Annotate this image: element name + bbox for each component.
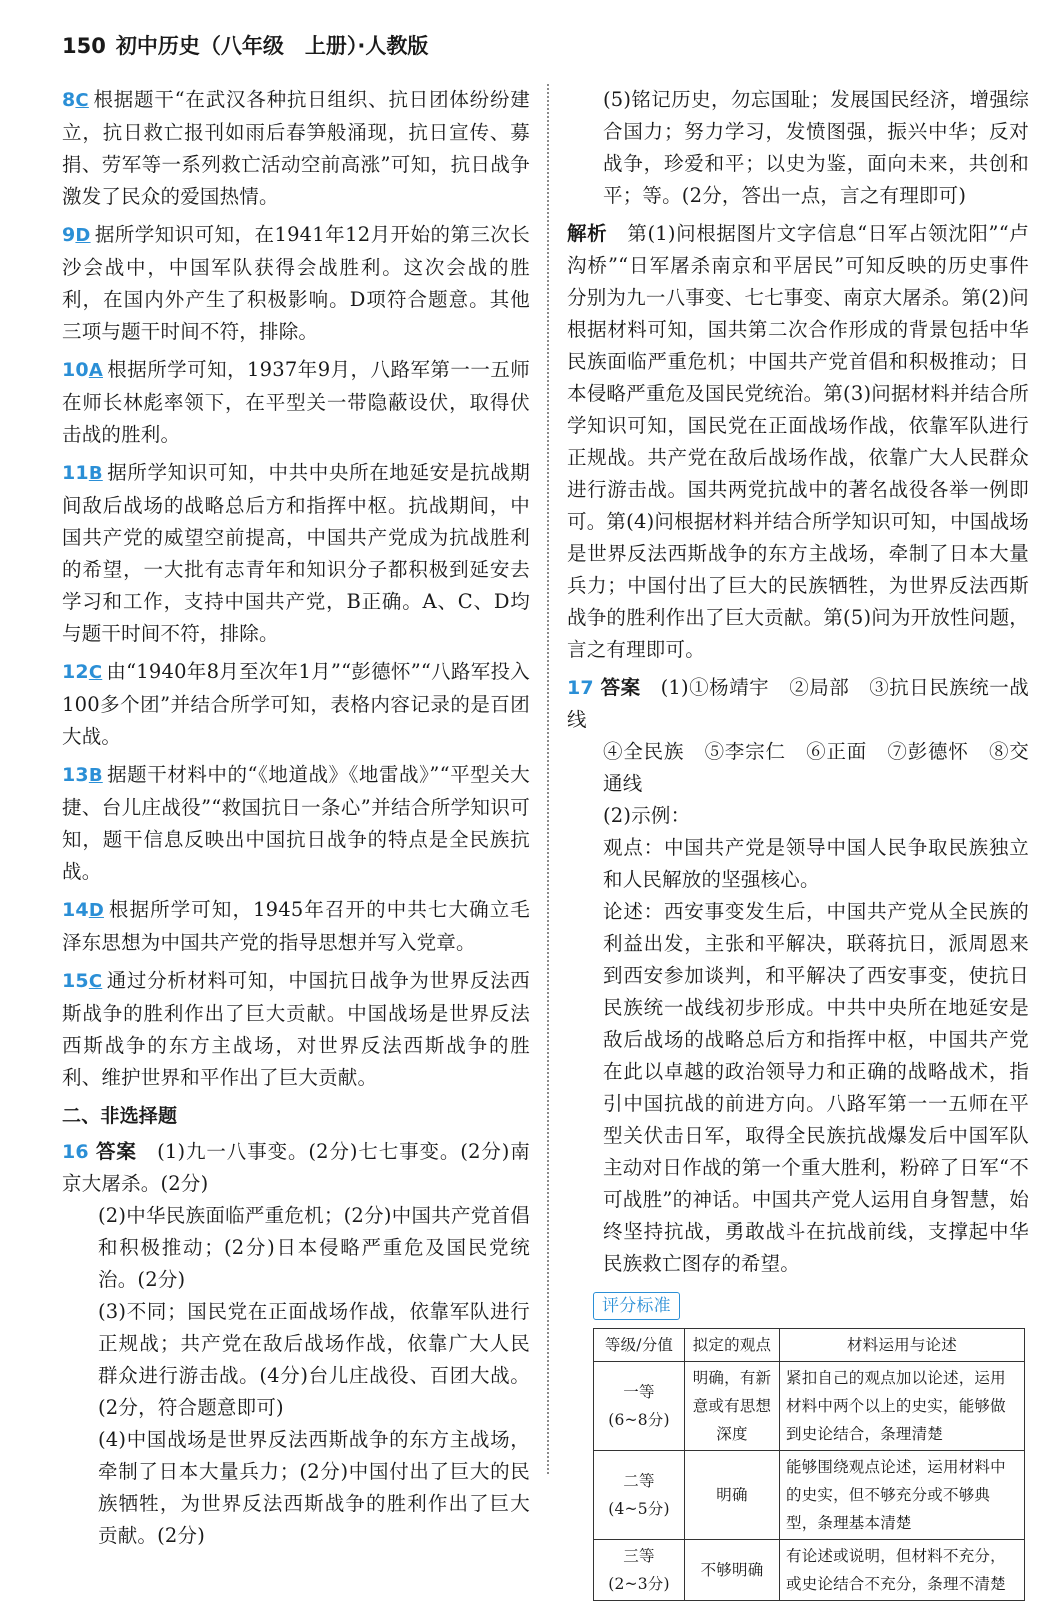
question-number: 15 bbox=[62, 970, 89, 992]
answer-item bbox=[62, 457, 530, 650]
question-number: 11 bbox=[62, 462, 89, 484]
question-number: 14 bbox=[62, 899, 89, 921]
question-number: 13 bbox=[62, 764, 89, 786]
answer-part-1: (1)九一八事变。(2分)七七事变。(2分)南京大屠杀。(2分) bbox=[62, 1140, 530, 1195]
question-number: 17 bbox=[567, 677, 594, 699]
rubric-material: 有论述或说明，但材料不充分，或史论结合不充分，条理不清楚 bbox=[780, 1540, 1025, 1601]
answer-part-4: (4)中国战场是世界反法西斯战争的东方主战场，牵制了日本大量兵力；(2分)中国付出了巨大的民族牺牲，为世界反法西斯战争的胜利作出了巨大贡献。(2分) bbox=[98, 1428, 530, 1547]
analysis-text: 第(1)问根据图片文字信息“日军占领沈阳”“卢沟桥”“日军屠杀南京和平居民”可知反映的历史事件分别为九一八事变、七七事变、南京大屠杀。第(2)问根据材料可知，国共第二次合作形成的背景包括中华民族面临严重危机；中国共产党首倡和积极推动；日本侵略严重危及国民党统治。第(3)问据材料并结合所学知识可知，国民党在正面战场作战，依靠军队进行正规战。共产党在敌后战场作战，依靠广大人民群众进行游击战。国共两党抗战中的著名战役各举一例即可。第(4)问根据材料并结合所学知识可知，中国战场是世界反法西斯战争的东方主战场，牵制了日本大量兵力；中国付出了巨大的民族牺牲，为世界反法西斯战争的胜利作出了巨大贡献。第(5)问为开放性问题，言之有理即可。 bbox=[567, 222, 1029, 661]
answer-part-3: (3)不同；国民党在正面战场作战，依靠军队进行正规战；共产党在敌后战场作战，依靠广大人民群众进行游击战。(4分)台儿庄战役、百团大战。(2分，符合题意即可) bbox=[98, 1300, 530, 1419]
left-column bbox=[62, 84, 530, 1558]
answer-item bbox=[62, 656, 530, 753]
rubric-grade: 二等 (4~5分) bbox=[594, 1451, 685, 1540]
rubric-view: 不够明确 bbox=[685, 1540, 780, 1601]
explanation-text: 根据所学可知，1937年9月，八路军第一一五师在师长林彪率领下，在平型关一带隐蔽设伏，取得伏击战的胜利。 bbox=[62, 358, 530, 446]
rubric-grade: 一等 (6~8分) bbox=[594, 1362, 685, 1451]
rubric-grade: 三等 (2~3分) bbox=[594, 1540, 685, 1601]
answer-choice: C bbox=[88, 971, 103, 992]
answer-item bbox=[62, 84, 530, 213]
answer-choice: C bbox=[88, 662, 103, 683]
answer-choice: D bbox=[75, 225, 91, 246]
answer-item bbox=[62, 894, 530, 959]
rubric-header-row bbox=[594, 1329, 1025, 1362]
answer-label: 答案 bbox=[95, 1140, 137, 1163]
answer-part-5: (5)铭记历史，勿忘国耻；发展国民经济，增强综合国力；努力学习，发愤图强，振兴中华；反对战争，珍爱和平；以史为鉴，面向未来，共创和平；等。(2分，答出一点，言之有理即可) bbox=[603, 88, 1029, 207]
answer-choice: A bbox=[88, 360, 103, 381]
rubric-material: 紧扣自己的观点加以论述，运用材料中两个以上的史实，能够做到史论结合，条理清楚 bbox=[780, 1362, 1025, 1451]
rubric-view: 明确 bbox=[685, 1451, 780, 1540]
section-heading: 二、非选择题 bbox=[62, 1105, 178, 1127]
rubric-tag: 评分标准 bbox=[593, 1292, 680, 1320]
rubric-material: 能够围绕观点论述，运用材料中的史实，但不够充分或不够典型，条理基本清楚 bbox=[780, 1451, 1025, 1540]
page-number: 150 bbox=[62, 34, 106, 58]
answer-choice: B bbox=[88, 765, 103, 786]
question-number: 12 bbox=[62, 661, 89, 683]
column-divider bbox=[547, 84, 549, 1474]
analysis-label: 解析 bbox=[567, 222, 608, 245]
rubric-header: 等级/分值 bbox=[594, 1329, 685, 1362]
question-number: 8 bbox=[62, 89, 76, 111]
question-number: 16 bbox=[62, 1141, 89, 1163]
answer-label: 答案 bbox=[600, 676, 641, 699]
answer-view: 观点：中国共产党是领导中国人民争取民族独立和人民解放的坚强核心。 bbox=[603, 836, 1029, 891]
explanation-text: 根据所学可知，1945年召开的中共七大确立毛泽东思想为中国共产党的指导思想并写入党章。 bbox=[62, 898, 530, 954]
rubric-row bbox=[594, 1540, 1025, 1601]
answer-item-16 bbox=[62, 1136, 530, 1552]
answer-item bbox=[62, 759, 530, 888]
rubric-table bbox=[593, 1328, 1025, 1601]
answer-item bbox=[62, 965, 530, 1094]
answer-part-2: (2)中华民族面临严重危机；(2分)中国共产党首倡和积极推动；(2分)日本侵略严重危及国民党统治。(2分) bbox=[98, 1204, 530, 1291]
explanation-text: 由“1940年8月至次年1月”“彭德怀”“八路军投入100多个团”并结合所学可知，表格内容记录的是百团大战。 bbox=[62, 660, 530, 748]
right-column bbox=[567, 84, 1029, 1601]
question-number: 9 bbox=[62, 224, 76, 246]
rubric-header: 拟定的观点 bbox=[685, 1329, 780, 1362]
answer-line-3: (2)示例： bbox=[603, 804, 691, 827]
rubric-row bbox=[594, 1451, 1025, 1540]
explanation-text: 据题干材料中的“《地道战》《地雷战》”“平型关大捷、台儿庄战役”“救国抗日一条心”并结合所学知识可知，题干信息反映出中国抗日战争的特点是全民族抗战。 bbox=[62, 763, 530, 883]
answer-choice: D bbox=[88, 900, 104, 921]
rubric-header: 材料运用与论述 bbox=[780, 1329, 1025, 1362]
answer-line-2: ④全民族 ⑤李宗仁 ⑥正面 ⑦彭德怀 ⑧交通线 bbox=[603, 740, 1029, 795]
explanation-text: 通过分析材料可知，中国抗日战争为世界反法西斯战争的胜利作出了巨大贡献。中国战场是世界反法西斯战争的东方主战场，对世界反法西斯战争的胜利、维护世界和平作出了巨大贡献。 bbox=[62, 969, 530, 1089]
explanation-text: 据所学知识可知，在1941年12月开始的第三次长沙会战中，中国军队获得会战胜利。这次会战的胜利，在国内外产生了积极影响。D项符合题意。其他三项与题干时间不符，排除。 bbox=[62, 223, 530, 343]
question-number: 10 bbox=[62, 359, 89, 381]
page-header bbox=[62, 30, 428, 62]
answer-choice: B bbox=[88, 463, 103, 484]
answer-item-17 bbox=[567, 672, 1029, 1280]
answer-argument: 论述：西安事变发生后，中国共产党从全民族的利益出发，主张和平解决，联蒋抗日，派周恩来到西安参加谈判，和平解决了西安事变，使抗日民族统一战线初步形成。中共中央所在地延安是敌后战场的战略总后方和指挥中枢，中国共产党在此以卓越的政治领导力和正确的战略战术，指引中国抗战的前进方向。八路军第一一五师在平型关伏击日军，取得全民族抗战爆发后中国军队主动对日作战的第一个重大胜利，粉碎了日军“不可战胜”的神话。中国共产党人运用自身智慧，始终坚持抗战，勇敢战斗在抗战前线，支撑起中华民族救亡图存的希望。 bbox=[603, 900, 1029, 1275]
answer-line-1: (1)①杨靖宇 ②局部 ③抗日民族统一战线 bbox=[567, 676, 1030, 731]
rubric-view: 明确，有新意或有思想深度 bbox=[685, 1362, 780, 1451]
answer-item bbox=[62, 219, 530, 348]
analysis-block bbox=[567, 218, 1029, 666]
answer-item bbox=[62, 354, 530, 451]
book-title: 初中历史（八年级 上册）·人教版 bbox=[115, 34, 429, 58]
answer-choice: C bbox=[75, 90, 89, 111]
explanation-text: 根据题干“在武汉各种抗日组织、抗日团体纷纷建立，抗日救亡报刊如雨后春笋般涌现，抗日宣传、募捐、劳军等一系列救亡活动空前高涨”可知，抗日战争激发了民众的爱国热情。 bbox=[62, 88, 530, 208]
explanation-text: 据所学知识可知，中共中央所在地延安是抗战期间敌后战场的战略总后方和指挥中枢。抗战期间，中国共产党的威望空前提高，中国共产党成为抗战胜利的希望，一大批有志青年和知识分子都积极到延安去学习和工作，支持中国共产党，B正确。A、C、D均与题干时间不符，排除。 bbox=[62, 461, 530, 645]
rubric-row bbox=[594, 1362, 1025, 1451]
